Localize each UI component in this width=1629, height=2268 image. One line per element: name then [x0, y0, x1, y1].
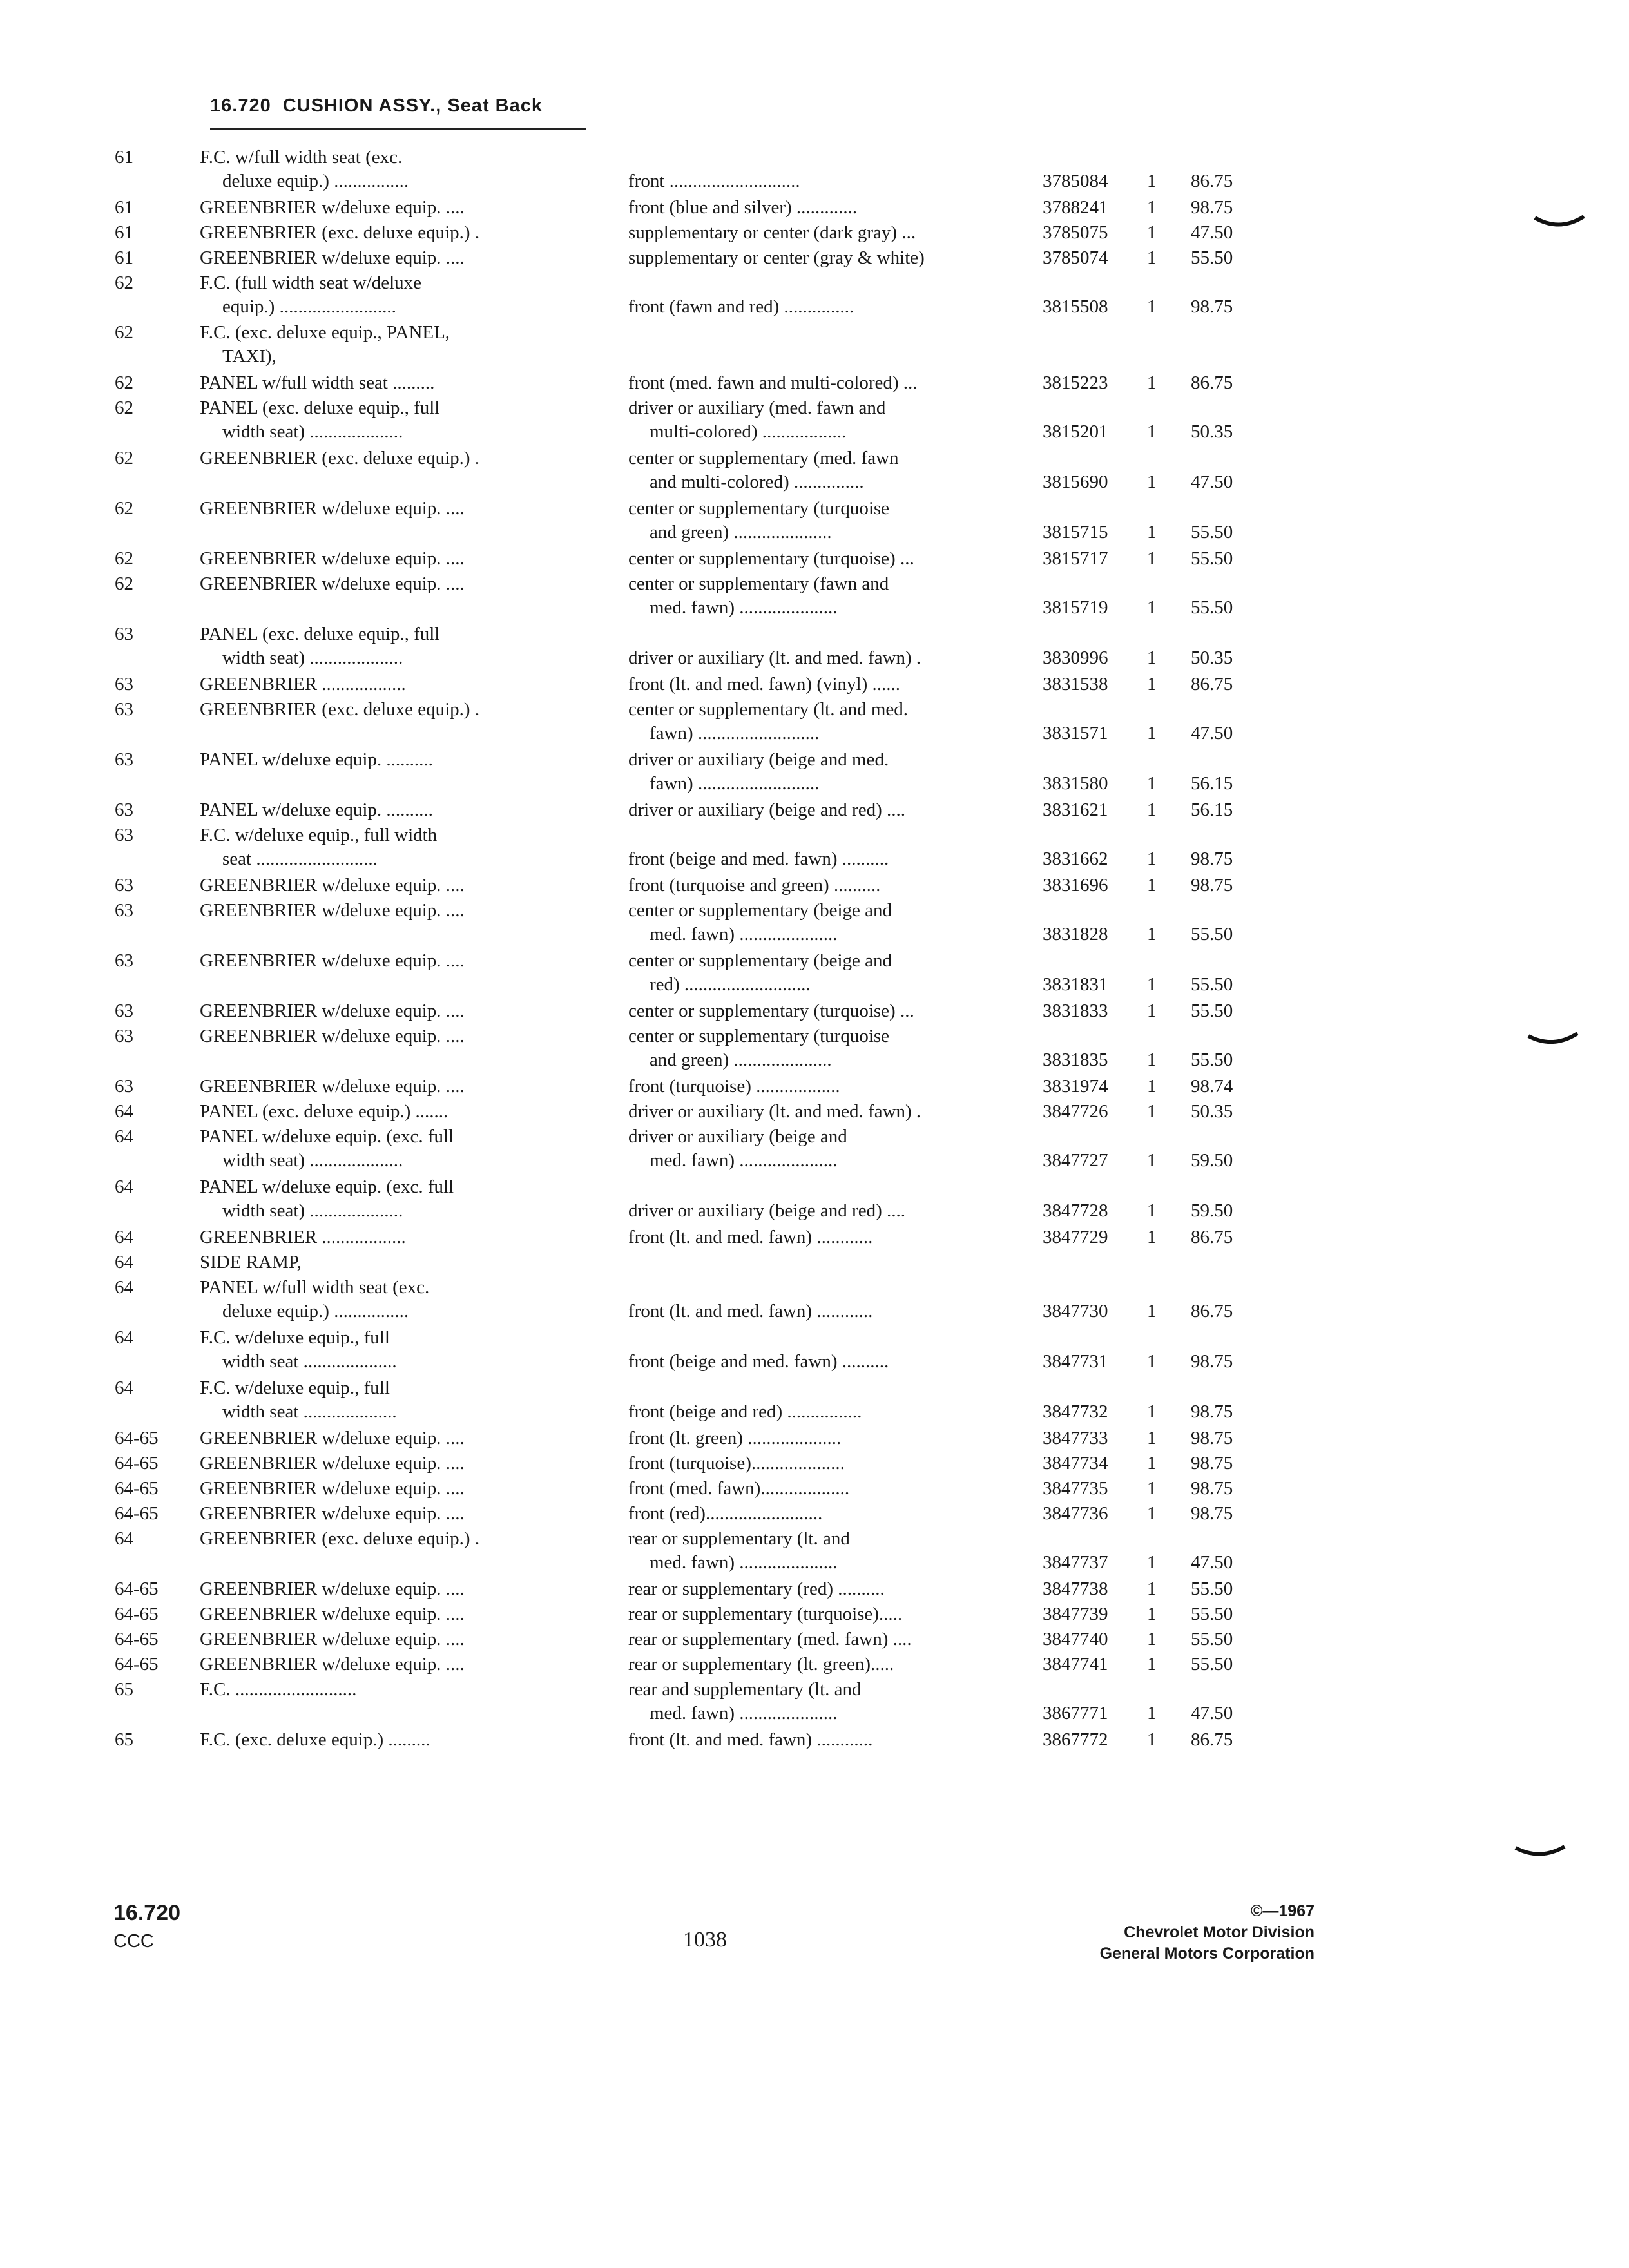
list-price: 98.75 — [1191, 1453, 1233, 1474]
quantity: 1 — [1147, 1150, 1157, 1171]
model-year: 63 — [115, 875, 133, 896]
description: center or supplementary (turquoise) ... — [628, 548, 914, 569]
quantity: 1 — [1147, 1200, 1157, 1221]
application: GREENBRIER w/deluxe equip. .... — [200, 900, 465, 921]
model-year: 62 — [115, 498, 133, 519]
list-price: 98.75 — [1191, 197, 1233, 218]
quantity: 1 — [1147, 1579, 1157, 1599]
list-price: 55.50 — [1191, 548, 1233, 569]
list-price: 86.75 — [1191, 1227, 1233, 1247]
quantity: 1 — [1147, 1703, 1157, 1724]
model-year: 64 — [115, 1277, 133, 1298]
application: PANEL w/deluxe equip. .......... — [200, 800, 433, 820]
application: SIDE RAMP, — [200, 1252, 302, 1273]
list-price: 98.75 — [1191, 849, 1233, 869]
model-year: 64-65 — [115, 1654, 159, 1675]
application: F.C. w/full width seat (exc. — [200, 147, 403, 168]
part-number: 3867771 — [1043, 1703, 1108, 1724]
description: front (lt. and med. fawn) ............ — [628, 1729, 873, 1750]
quantity: 1 — [1147, 924, 1157, 945]
application: F.C. (full width seat w/deluxe — [200, 273, 422, 293]
page-number: 1038 — [683, 1928, 727, 1952]
list-price: 56.15 — [1191, 773, 1233, 794]
footer-section-number: 16.720 — [113, 1901, 180, 1925]
description: driver or auxiliary (beige and — [628, 1126, 847, 1147]
model-year: 63 — [115, 1001, 133, 1021]
quantity: 1 — [1147, 723, 1157, 744]
description: supplementary or center (dark gray) ... — [628, 222, 916, 243]
application: GREENBRIER (exc. deluxe equip.) . — [200, 699, 480, 720]
application-continued: equip.) ......................... — [222, 296, 396, 317]
quantity: 1 — [1147, 1076, 1157, 1097]
description: driver or auxiliary (beige and med. — [628, 749, 889, 770]
description: rear or supplementary (turquoise)..... — [628, 1604, 903, 1624]
list-price: 55.50 — [1191, 974, 1233, 995]
application: PANEL w/deluxe equip. .......... — [200, 749, 433, 770]
part-number: 3785075 — [1043, 222, 1108, 243]
part-number: 3847736 — [1043, 1503, 1108, 1524]
copyright-line: ©—1967 — [1250, 1902, 1315, 1920]
description: driver or auxiliary (beige and red) .... — [628, 1200, 905, 1221]
application: GREENBRIER w/deluxe equip. .... — [200, 1076, 465, 1097]
part-number: 3831833 — [1043, 1001, 1108, 1021]
application-continued: width seat) .................... — [222, 421, 403, 442]
application: F.C. (exc. deluxe equip.) ......... — [200, 1729, 430, 1750]
quantity: 1 — [1147, 773, 1157, 794]
model-year: 63 — [115, 1076, 133, 1097]
application: GREENBRIER (exc. deluxe equip.) . — [200, 448, 480, 468]
quantity: 1 — [1147, 875, 1157, 896]
description: front (beige and red) ................ — [628, 1401, 862, 1422]
application: F.C. (exc. deluxe equip., PANEL, — [200, 322, 450, 343]
quantity: 1 — [1147, 800, 1157, 820]
part-number: 3847738 — [1043, 1579, 1108, 1599]
part-number: 3831696 — [1043, 875, 1108, 896]
model-year: 63 — [115, 825, 133, 845]
model-year: 64 — [115, 1528, 133, 1549]
application: GREENBRIER w/deluxe equip. .... — [200, 1428, 465, 1448]
description: driver or auxiliary (lt. and med. fawn) . — [628, 648, 921, 668]
description: front (turquoise).................... — [628, 1453, 845, 1474]
application: F.C. w/deluxe equip., full width — [200, 825, 438, 845]
list-price: 47.50 — [1191, 1703, 1233, 1724]
quantity: 1 — [1147, 1101, 1157, 1122]
part-number: 3847737 — [1043, 1552, 1108, 1573]
description: center or supplementary (med. fawn — [628, 448, 899, 468]
list-price: 47.50 — [1191, 723, 1233, 744]
application: GREENBRIER .................. — [200, 1227, 406, 1247]
description-continued: med. fawn) ..................... — [650, 1150, 838, 1171]
application: GREENBRIER w/deluxe equip. .... — [200, 197, 465, 218]
quantity: 1 — [1147, 222, 1157, 243]
list-price: 50.35 — [1191, 1101, 1233, 1122]
list-price: 55.50 — [1191, 597, 1233, 618]
list-price: 55.50 — [1191, 1050, 1233, 1070]
model-year: 64-65 — [115, 1629, 159, 1649]
list-price: 86.75 — [1191, 674, 1233, 695]
application: GREENBRIER w/deluxe equip. .... — [200, 498, 465, 519]
quantity: 1 — [1147, 1552, 1157, 1573]
binder-mark-top — [1534, 213, 1585, 232]
footer-publisher — [1057, 1901, 1315, 1965]
model-year: 64 — [115, 1252, 133, 1273]
application: PANEL w/deluxe equip. (exc. full — [200, 1177, 454, 1197]
quantity: 1 — [1147, 1401, 1157, 1422]
model-year: 61 — [115, 222, 133, 243]
model-year: 64 — [115, 1227, 133, 1247]
part-number: 3847728 — [1043, 1200, 1108, 1221]
description: center or supplementary (turquoise — [628, 1026, 890, 1046]
model-year: 62 — [115, 398, 133, 418]
part-number: 3830996 — [1043, 648, 1108, 668]
part-number: 3847739 — [1043, 1604, 1108, 1624]
model-year: 63 — [115, 950, 133, 971]
application-continued: deluxe equip.) ................ — [222, 171, 409, 191]
quantity: 1 — [1147, 472, 1157, 492]
quantity: 1 — [1147, 648, 1157, 668]
list-price: 59.50 — [1191, 1200, 1233, 1221]
quantity: 1 — [1147, 597, 1157, 618]
list-price: 98.74 — [1191, 1076, 1233, 1097]
model-year: 63 — [115, 699, 133, 720]
part-number: 3831538 — [1043, 674, 1108, 695]
application: GREENBRIER w/deluxe equip. .... — [200, 1453, 465, 1474]
description-continued: med. fawn) ..................... — [650, 924, 838, 945]
description: rear or supplementary (lt. and — [628, 1528, 850, 1549]
list-price: 47.50 — [1191, 472, 1233, 492]
quantity: 1 — [1147, 1729, 1157, 1750]
division-line: Chevrolet Motor Division — [1124, 1923, 1315, 1941]
quantity: 1 — [1147, 849, 1157, 869]
application-continued: width seat .................... — [222, 1401, 397, 1422]
list-price: 50.35 — [1191, 648, 1233, 668]
part-number: 3815201 — [1043, 421, 1108, 442]
quantity: 1 — [1147, 1050, 1157, 1070]
part-number: 3847732 — [1043, 1401, 1108, 1422]
part-number: 3831831 — [1043, 974, 1108, 995]
model-year: 61 — [115, 147, 133, 168]
part-number: 3847731 — [1043, 1351, 1108, 1372]
description-continued: fawn) .......................... — [650, 773, 820, 794]
description: front (lt. and med. fawn) ............ — [628, 1301, 873, 1321]
part-number: 3847741 — [1043, 1654, 1108, 1675]
list-price: 59.50 — [1191, 1150, 1233, 1171]
part-number: 3785084 — [1043, 171, 1108, 191]
application-continued: seat .......................... — [222, 849, 378, 869]
description: rear or supplementary (red) .......... — [628, 1579, 885, 1599]
description: center or supplementary (turquoise — [628, 498, 890, 519]
application: GREENBRIER w/deluxe equip. .... — [200, 1604, 465, 1624]
application: PANEL (exc. deluxe equip., full — [200, 624, 440, 644]
description: center or supplementary (beige and — [628, 950, 892, 971]
quantity: 1 — [1147, 1453, 1157, 1474]
application: GREENBRIER w/deluxe equip. .... — [200, 1026, 465, 1046]
part-number: 3831621 — [1043, 800, 1108, 820]
list-price: 47.50 — [1191, 1552, 1233, 1573]
list-price: 55.50 — [1191, 522, 1233, 543]
part-number: 3788241 — [1043, 197, 1108, 218]
description: front (blue and silver) ............. — [628, 197, 858, 218]
description: front (med. fawn and multi-colored) ... — [628, 372, 918, 393]
application: GREENBRIER w/deluxe equip. .... — [200, 1654, 465, 1675]
application: GREENBRIER w/deluxe equip. .... — [200, 1001, 465, 1021]
quantity: 1 — [1147, 1604, 1157, 1624]
model-year: 62 — [115, 548, 133, 569]
model-year: 63 — [115, 674, 133, 695]
model-year: 64 — [115, 1101, 133, 1122]
list-price: 55.50 — [1191, 1629, 1233, 1649]
description: front ............................ — [628, 171, 800, 191]
description: driver or auxiliary (lt. and med. fawn) . — [628, 1101, 921, 1122]
quantity: 1 — [1147, 1503, 1157, 1524]
description: rear and supplementary (lt. and — [628, 1679, 862, 1700]
part-number: 3831571 — [1043, 723, 1108, 744]
application: F.C. w/deluxe equip., full — [200, 1327, 390, 1348]
application: PANEL w/full width seat ......... — [200, 372, 435, 393]
model-year: 62 — [115, 372, 133, 393]
application: GREENBRIER .................. — [200, 674, 406, 695]
model-year: 63 — [115, 900, 133, 921]
list-price: 98.75 — [1191, 1401, 1233, 1422]
description: supplementary or center (gray & white) — [628, 247, 925, 268]
part-number: 3847726 — [1043, 1101, 1108, 1122]
description: front (lt. and med. fawn) ............ — [628, 1227, 873, 1247]
part-number: 3815223 — [1043, 372, 1108, 393]
quantity: 1 — [1147, 247, 1157, 268]
part-number: 3847740 — [1043, 1629, 1108, 1649]
quantity: 1 — [1147, 548, 1157, 569]
application: GREENBRIER w/deluxe equip. .... — [200, 548, 465, 569]
description-continued: fawn) .......................... — [650, 723, 820, 744]
application: GREENBRIER (exc. deluxe equip.) . — [200, 1528, 480, 1549]
list-price: 56.15 — [1191, 800, 1233, 820]
list-price: 50.35 — [1191, 421, 1233, 442]
application: GREENBRIER w/deluxe equip. .... — [200, 875, 465, 896]
application-continued: width seat) .................... — [222, 648, 403, 668]
description-continued: med. fawn) ..................... — [650, 1552, 838, 1573]
model-year: 64 — [115, 1126, 133, 1147]
part-number: 3831828 — [1043, 924, 1108, 945]
application: PANEL w/deluxe equip. (exc. full — [200, 1126, 454, 1147]
description: center or supplementary (beige and — [628, 900, 892, 921]
application-continued: width seat) .................... — [222, 1200, 403, 1221]
section-title: CUSHION ASSY., Seat Back — [282, 95, 543, 116]
part-number: 3847729 — [1043, 1227, 1108, 1247]
list-price: 86.75 — [1191, 372, 1233, 393]
part-number: 3831835 — [1043, 1050, 1108, 1070]
application: GREENBRIER w/deluxe equip. .... — [200, 573, 465, 594]
list-price: 98.75 — [1191, 1428, 1233, 1448]
application: GREENBRIER w/deluxe equip. .... — [200, 1503, 465, 1524]
model-year: 61 — [115, 197, 133, 218]
description: front (beige and med. fawn) .......... — [628, 849, 889, 869]
application: GREENBRIER w/deluxe equip. .... — [200, 247, 465, 268]
list-price: 98.75 — [1191, 1351, 1233, 1372]
application: PANEL (exc. deluxe equip.) ....... — [200, 1101, 448, 1122]
part-number: 3867772 — [1043, 1729, 1108, 1750]
part-number: 3815717 — [1043, 548, 1108, 569]
description: rear or supplementary (lt. green)..... — [628, 1654, 894, 1675]
list-price: 98.75 — [1191, 875, 1233, 896]
quantity: 1 — [1147, 1654, 1157, 1675]
part-number: 3785074 — [1043, 247, 1108, 268]
quantity: 1 — [1147, 1227, 1157, 1247]
list-price: 55.50 — [1191, 1001, 1233, 1021]
quantity: 1 — [1147, 1629, 1157, 1649]
part-number: 3847730 — [1043, 1301, 1108, 1321]
model-year: 65 — [115, 1729, 133, 1750]
description: front (lt. and med. fawn) (vinyl) ...... — [628, 674, 901, 695]
quantity: 1 — [1147, 674, 1157, 695]
section-number: 16.720 — [210, 95, 271, 116]
list-price: 55.50 — [1191, 924, 1233, 945]
description-continued: multi-colored) .................. — [650, 421, 847, 442]
quantity: 1 — [1147, 974, 1157, 995]
list-price: 55.50 — [1191, 1579, 1233, 1599]
description-continued: and multi-colored) ............... — [650, 472, 864, 492]
description: front (beige and med. fawn) .......... — [628, 1351, 889, 1372]
quantity: 1 — [1147, 171, 1157, 191]
description-continued: red) ........................... — [650, 974, 811, 995]
application-continued: width seat .................... — [222, 1351, 397, 1372]
application: GREENBRIER w/deluxe equip. .... — [200, 1629, 465, 1649]
model-year: 62 — [115, 322, 133, 343]
list-price: 55.50 — [1191, 1604, 1233, 1624]
description: center or supplementary (fawn and — [628, 573, 889, 594]
list-price: 47.50 — [1191, 222, 1233, 243]
description: front (red)......................... — [628, 1503, 823, 1524]
list-price: 98.75 — [1191, 1478, 1233, 1499]
part-number: 3831662 — [1043, 849, 1108, 869]
application: F.C. .......................... — [200, 1679, 357, 1700]
part-number: 3831974 — [1043, 1076, 1108, 1097]
quantity: 1 — [1147, 296, 1157, 317]
description-continued: and green) ..................... — [650, 522, 832, 543]
quantity: 1 — [1147, 522, 1157, 543]
model-year: 64-65 — [115, 1453, 159, 1474]
model-year: 62 — [115, 273, 133, 293]
quantity: 1 — [1147, 372, 1157, 393]
model-year: 62 — [115, 448, 133, 468]
quantity: 1 — [1147, 1428, 1157, 1448]
description: front (med. fawn)................... — [628, 1478, 850, 1499]
description: center or supplementary (turquoise) ... — [628, 1001, 914, 1021]
model-year: 63 — [115, 624, 133, 644]
description-continued: med. fawn) ..................... — [650, 597, 838, 618]
part-number: 3815508 — [1043, 296, 1108, 317]
binder-mark-bottom — [1514, 1843, 1566, 1862]
list-price: 98.75 — [1191, 296, 1233, 317]
model-year: 65 — [115, 1679, 133, 1700]
part-number: 3847727 — [1043, 1150, 1108, 1171]
list-price: 55.50 — [1191, 1654, 1233, 1675]
model-year: 64-65 — [115, 1579, 159, 1599]
application: GREENBRIER (exc. deluxe equip.) . — [200, 222, 480, 243]
part-number: 3847734 — [1043, 1453, 1108, 1474]
part-number: 3815690 — [1043, 472, 1108, 492]
application: PANEL (exc. deluxe equip., full — [200, 398, 440, 418]
application: GREENBRIER w/deluxe equip. .... — [200, 1579, 465, 1599]
list-price: 86.75 — [1191, 1729, 1233, 1750]
part-number: 3815719 — [1043, 597, 1108, 618]
quantity: 1 — [1147, 1351, 1157, 1372]
quantity: 1 — [1147, 197, 1157, 218]
quantity: 1 — [1147, 1301, 1157, 1321]
description: rear or supplementary (med. fawn) .... — [628, 1629, 912, 1649]
description: center or supplementary (lt. and med. — [628, 699, 909, 720]
corporation-line: General Motors Corporation — [1099, 1945, 1315, 1963]
model-year: 64-65 — [115, 1428, 159, 1448]
part-number: 3847735 — [1043, 1478, 1108, 1499]
part-number: 3847733 — [1043, 1428, 1108, 1448]
footer-left — [113, 1901, 180, 1952]
application-continued: TAXI), — [222, 346, 276, 367]
list-price: 98.75 — [1191, 1503, 1233, 1524]
model-year: 63 — [115, 800, 133, 820]
description: driver or auxiliary (med. fawn and — [628, 398, 886, 418]
model-year: 64 — [115, 1378, 133, 1398]
description: front (lt. green) .................... — [628, 1428, 842, 1448]
part-number: 3815715 — [1043, 522, 1108, 543]
footer-code: CCC — [113, 1931, 154, 1952]
application: F.C. w/deluxe equip., full — [200, 1378, 390, 1398]
application: GREENBRIER w/deluxe equip. .... — [200, 950, 465, 971]
model-year: 63 — [115, 1026, 133, 1046]
model-year: 62 — [115, 573, 133, 594]
application-continued: deluxe equip.) ................ — [222, 1301, 409, 1321]
description: front (turquoise) .................. — [628, 1076, 840, 1097]
description-continued: and green) ..................... — [650, 1050, 832, 1070]
description-continued: med. fawn) ..................... — [650, 1703, 838, 1724]
application: PANEL w/full width seat (exc. — [200, 1277, 430, 1298]
list-price: 86.75 — [1191, 171, 1233, 191]
description: front (turquoise and green) .......... — [628, 875, 881, 896]
model-year: 64-65 — [115, 1604, 159, 1624]
model-year: 64-65 — [115, 1503, 159, 1524]
application-continued: width seat) .................... — [222, 1150, 403, 1171]
binder-mark-middle — [1527, 1031, 1579, 1050]
list-price: 55.50 — [1191, 247, 1233, 268]
description: driver or auxiliary (beige and red) .... — [628, 800, 905, 820]
quantity: 1 — [1147, 1001, 1157, 1021]
part-number: 3831580 — [1043, 773, 1108, 794]
description: front (fawn and red) ............... — [628, 296, 854, 317]
application: GREENBRIER w/deluxe equip. .... — [200, 1478, 465, 1499]
list-price: 86.75 — [1191, 1301, 1233, 1321]
model-year: 63 — [115, 749, 133, 770]
model-year: 64 — [115, 1177, 133, 1197]
quantity: 1 — [1147, 1478, 1157, 1499]
model-year: 64 — [115, 1327, 133, 1348]
quantity: 1 — [1147, 421, 1157, 442]
model-year: 64-65 — [115, 1478, 159, 1499]
model-year: 61 — [115, 247, 133, 268]
